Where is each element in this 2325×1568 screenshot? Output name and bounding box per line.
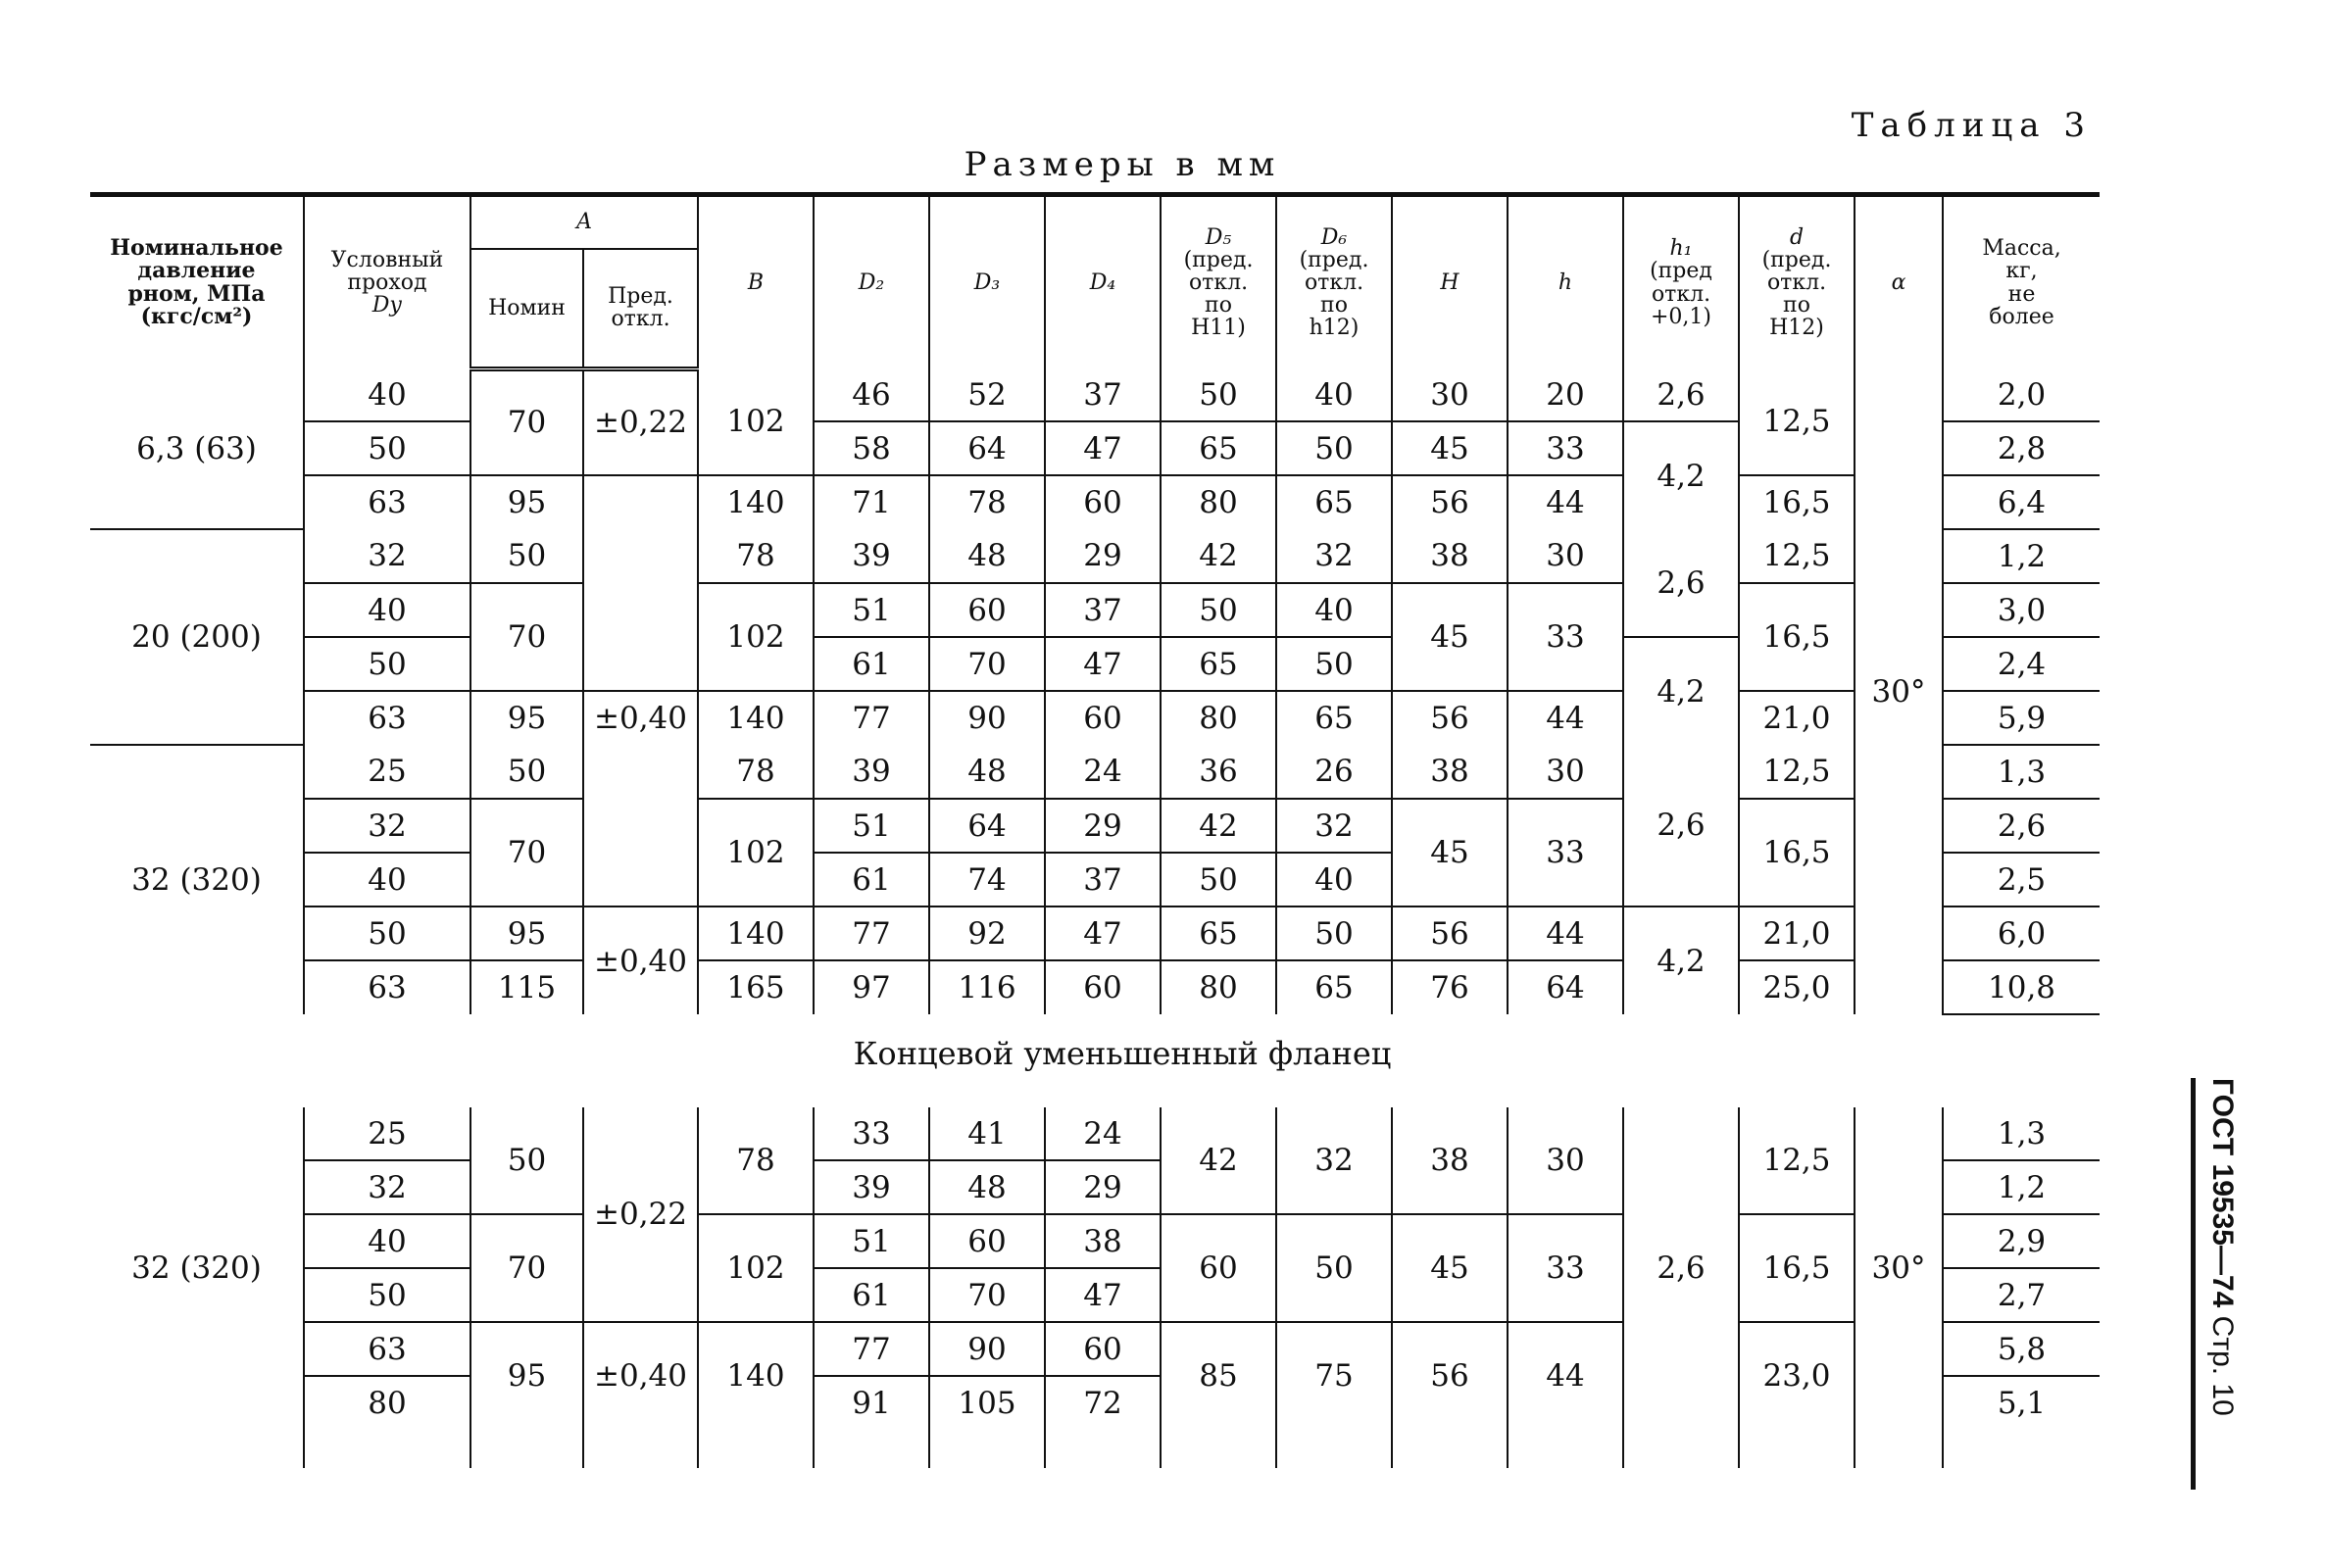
cell-h: 44 bbox=[1508, 1322, 1623, 1429]
cell-d5: 42 bbox=[1161, 529, 1276, 583]
cell-tol: ±0,40 bbox=[583, 906, 698, 1014]
cell-dy: 40 bbox=[304, 853, 470, 906]
cell-d4: 60 bbox=[1045, 960, 1161, 1014]
cell-h: 44 bbox=[1508, 906, 1623, 960]
cell-mass: 1,2 bbox=[1943, 529, 2100, 583]
table-row bbox=[90, 960, 2100, 1014]
cell-h1: 4,2 bbox=[1623, 906, 1739, 1014]
cell-d2: 77 bbox=[814, 691, 929, 745]
cell-b: 140 bbox=[698, 906, 814, 960]
cell-d: 16,5 bbox=[1739, 1214, 1855, 1322]
cell-d6: 50 bbox=[1276, 421, 1392, 475]
cell-a: 95 bbox=[470, 475, 583, 529]
cell-b: 102 bbox=[698, 368, 814, 475]
header-h1: h₁ (пред откл. +0,1) bbox=[1623, 195, 1739, 369]
cell-d4: 29 bbox=[1045, 529, 1161, 583]
header-b: B bbox=[698, 195, 814, 369]
cell-d2: 51 bbox=[814, 583, 929, 637]
cell-d5: 60 bbox=[1161, 1214, 1276, 1322]
table-row bbox=[90, 799, 2100, 853]
tail-cell bbox=[1855, 1429, 1943, 1468]
cell-dy: 40 bbox=[304, 583, 470, 637]
cell-b: 165 bbox=[698, 960, 814, 1014]
cell-H: 38 bbox=[1392, 745, 1508, 799]
cell-m: 2,9 bbox=[1943, 1214, 2100, 1268]
cell-d3: 64 bbox=[929, 799, 1045, 853]
tail-cell bbox=[1739, 1429, 1855, 1468]
table-row bbox=[90, 1322, 2100, 1376]
table-row bbox=[90, 745, 2100, 799]
header-d2: D₂ bbox=[814, 195, 929, 369]
tail-cell bbox=[1943, 1429, 2100, 1468]
cell-d: 21,0 bbox=[1739, 691, 1855, 745]
header-d5: D₅ (пред. откл. по H11) bbox=[1161, 195, 1276, 369]
cell-h1: 2,6 bbox=[1623, 529, 1739, 637]
cell-d: 12,5 bbox=[1739, 529, 1855, 583]
table-row bbox=[90, 368, 2100, 421]
cell-h1: 2,6 bbox=[1623, 368, 1739, 421]
cell-d2: 71 bbox=[814, 475, 929, 529]
tail-cell bbox=[1392, 1429, 1508, 1468]
cell-d3: 48 bbox=[929, 745, 1045, 799]
cell-d4: 47 bbox=[1045, 906, 1161, 960]
cell-H: 45 bbox=[1392, 583, 1508, 691]
cell-b: 78 bbox=[698, 529, 814, 583]
cell-mass: 2,4 bbox=[1943, 637, 2100, 691]
cell-h: 30 bbox=[1508, 529, 1623, 583]
cell-dy: 32 bbox=[304, 799, 470, 853]
cell-h: 64 bbox=[1508, 960, 1623, 1014]
cell-d: 12,5 bbox=[1739, 1107, 1855, 1214]
cell-d4: 37 bbox=[1045, 853, 1161, 906]
cell-d6: 50 bbox=[1276, 1214, 1392, 1322]
alpha-cell: 30° bbox=[1855, 368, 1943, 1014]
cell-d3: 90 bbox=[929, 691, 1045, 745]
cell-d6: 32 bbox=[1276, 1107, 1392, 1214]
tail-cell bbox=[1508, 1429, 1623, 1468]
cell-mass: 2,0 bbox=[1943, 368, 2100, 421]
cell-d6: 50 bbox=[1276, 637, 1392, 691]
cell-d: 23,0 bbox=[1739, 1322, 1855, 1429]
cell-d3: 64 bbox=[929, 421, 1045, 475]
cell-mass: 6,4 bbox=[1943, 475, 2100, 529]
cell-d4: 37 bbox=[1045, 368, 1161, 421]
tail-cell bbox=[929, 1429, 1045, 1468]
cell-d: 16,5 bbox=[1739, 799, 1855, 906]
cell-d4: 72 bbox=[1045, 1376, 1161, 1429]
cell-dy: 32 bbox=[304, 1160, 470, 1214]
cell-mass: 10,8 bbox=[1943, 960, 2100, 1014]
cell-d2: 51 bbox=[814, 1214, 929, 1268]
cell-tol: ±0,22 bbox=[583, 1107, 698, 1322]
tail-cell bbox=[1276, 1429, 1392, 1468]
cell-tol: ±0,40 bbox=[583, 691, 698, 745]
cell-d3: 52 bbox=[929, 368, 1045, 421]
cell-d3: 92 bbox=[929, 906, 1045, 960]
cell-d4: 24 bbox=[1045, 1107, 1161, 1160]
cell-d4: 47 bbox=[1045, 1268, 1161, 1322]
cell-dy: 63 bbox=[304, 475, 470, 529]
cell-h1: 4,2 bbox=[1623, 421, 1739, 529]
cell-dy: 40 bbox=[304, 1214, 470, 1268]
cell-d5: 65 bbox=[1161, 421, 1276, 475]
header-h: h bbox=[1508, 195, 1623, 369]
cell-d5: 85 bbox=[1161, 1322, 1276, 1429]
cell-d4: 37 bbox=[1045, 583, 1161, 637]
cell-h: 33 bbox=[1508, 583, 1623, 691]
reduced-table-body bbox=[90, 1107, 2100, 1468]
cell-b: 140 bbox=[698, 1322, 814, 1429]
cell-d4: 60 bbox=[1045, 475, 1161, 529]
cell-mass: 3,0 bbox=[1943, 583, 2100, 637]
cell-tol bbox=[583, 529, 698, 691]
header-dy: Условный проход Dу bbox=[304, 195, 470, 369]
cell-d5: 50 bbox=[1161, 583, 1276, 637]
header-d6: D₆ (пред. откл. по h12) bbox=[1276, 195, 1392, 369]
cell-d2: 51 bbox=[814, 799, 929, 853]
header-d4: D₄ bbox=[1045, 195, 1161, 369]
cell-d5: 80 bbox=[1161, 475, 1276, 529]
header-H: H bbox=[1392, 195, 1508, 369]
cell-b: 102 bbox=[698, 583, 814, 691]
cell-h: 33 bbox=[1508, 1214, 1623, 1322]
cell-d5: 80 bbox=[1161, 691, 1276, 745]
cell-dy: 25 bbox=[304, 745, 470, 799]
pressure-cell: 32 (320) bbox=[90, 745, 304, 1014]
cell-H: 56 bbox=[1392, 906, 1508, 960]
cell-h1: 4,2 bbox=[1623, 637, 1739, 745]
cell-d4: 60 bbox=[1045, 1322, 1161, 1376]
cell-a: 115 bbox=[470, 960, 583, 1014]
cell-b: 140 bbox=[698, 691, 814, 745]
cell-d2: 77 bbox=[814, 906, 929, 960]
cell-d6: 40 bbox=[1276, 368, 1392, 421]
cell-H: 38 bbox=[1392, 529, 1508, 583]
cell-d3: 105 bbox=[929, 1376, 1045, 1429]
header-mass: Масса, кг, не более bbox=[1943, 195, 2100, 369]
cell-dy: 32 bbox=[304, 529, 470, 583]
cell-d4: 38 bbox=[1045, 1214, 1161, 1268]
cell-d4: 29 bbox=[1045, 799, 1161, 853]
side-gost-label bbox=[2191, 1078, 2239, 1490]
tail-cell bbox=[1045, 1429, 1161, 1468]
cell-h1: 2,6 bbox=[1623, 1107, 1739, 1429]
cell-d3: 90 bbox=[929, 1322, 1045, 1376]
cell-d6: 32 bbox=[1276, 799, 1392, 853]
tail-cell bbox=[90, 1429, 304, 1468]
main-table bbox=[90, 192, 2100, 1015]
page-number: Стр. 10 bbox=[2206, 1315, 2239, 1416]
table-row bbox=[90, 691, 2100, 745]
cell-d3: 70 bbox=[929, 637, 1045, 691]
cell-d: 16,5 bbox=[1739, 583, 1855, 691]
cell-d: 16,5 bbox=[1739, 475, 1855, 529]
cell-m: 1,2 bbox=[1943, 1160, 2100, 1214]
cell-dy: 63 bbox=[304, 960, 470, 1014]
cell-dy: 63 bbox=[304, 691, 470, 745]
cell-d2: 97 bbox=[814, 960, 929, 1014]
cell-d6: 40 bbox=[1276, 853, 1392, 906]
cell-dy: 25 bbox=[304, 1107, 470, 1160]
tail-cell bbox=[583, 1429, 698, 1468]
cell-h: 44 bbox=[1508, 475, 1623, 529]
cell-h: 20 bbox=[1508, 368, 1623, 421]
cell-d5: 36 bbox=[1161, 745, 1276, 799]
table-row bbox=[90, 1107, 2100, 1160]
cell-d6: 75 bbox=[1276, 1322, 1392, 1429]
cell-d: 12,5 bbox=[1739, 745, 1855, 799]
cell-a: 70 bbox=[470, 1214, 583, 1322]
cell-d2: 61 bbox=[814, 1268, 929, 1322]
cell-mass: 2,6 bbox=[1943, 799, 2100, 853]
cell-d2: 33 bbox=[814, 1107, 929, 1160]
cell-d3: 70 bbox=[929, 1268, 1045, 1322]
gost-number: ГОСТ 19535—74 bbox=[2206, 1078, 2239, 1308]
cell-d2: 39 bbox=[814, 1160, 929, 1214]
cell-mass: 6,0 bbox=[1943, 906, 2100, 960]
cell-d6: 40 bbox=[1276, 583, 1392, 637]
cell-mass: 2,5 bbox=[1943, 853, 2100, 906]
cell-d3: 60 bbox=[929, 1214, 1045, 1268]
cell-a: 50 bbox=[470, 745, 583, 799]
cell-h1: 2,6 bbox=[1623, 745, 1739, 906]
cell-d4: 24 bbox=[1045, 745, 1161, 799]
cell-d: 12,5 bbox=[1739, 368, 1855, 475]
cell-tol: ±0,22 bbox=[583, 368, 698, 475]
cell-d2: 39 bbox=[814, 529, 929, 583]
tail-cell bbox=[304, 1429, 470, 1468]
table-row bbox=[90, 475, 2100, 529]
cell-d3: 48 bbox=[929, 1160, 1045, 1214]
cell-a: 70 bbox=[470, 799, 583, 906]
cell-mass: 2,8 bbox=[1943, 421, 2100, 475]
cell-dy: 50 bbox=[304, 1268, 470, 1322]
cell-d6: 65 bbox=[1276, 691, 1392, 745]
cell-d3: 78 bbox=[929, 475, 1045, 529]
table-row bbox=[90, 1214, 2100, 1268]
tail-cell bbox=[1623, 1429, 1739, 1468]
cell-d2: 77 bbox=[814, 1322, 929, 1376]
cell-d6: 65 bbox=[1276, 475, 1392, 529]
cell-mass: 1,3 bbox=[1943, 745, 2100, 799]
cell-a: 70 bbox=[470, 583, 583, 691]
cell-d5: 65 bbox=[1161, 637, 1276, 691]
reduced-flange-caption: Концевой уменьшенный фланец bbox=[853, 1035, 1392, 1072]
cell-d2: 61 bbox=[814, 637, 929, 691]
cell-tol bbox=[583, 745, 698, 906]
cell-H: 45 bbox=[1392, 421, 1508, 475]
cell-b: 102 bbox=[698, 799, 814, 906]
table-row bbox=[90, 529, 2100, 583]
cell-dy: 80 bbox=[304, 1376, 470, 1429]
alpha-cell: 30° bbox=[1855, 1107, 1943, 1429]
cell-a: 50 bbox=[470, 1107, 583, 1214]
cell-H: 30 bbox=[1392, 368, 1508, 421]
cell-d4: 47 bbox=[1045, 637, 1161, 691]
reduced-flange-table bbox=[90, 1107, 2100, 1468]
cell-d4: 47 bbox=[1045, 421, 1161, 475]
cell-d5: 42 bbox=[1161, 799, 1276, 853]
cell-d5: 50 bbox=[1161, 853, 1276, 906]
cell-a: 95 bbox=[470, 1322, 583, 1429]
cell-b: 140 bbox=[698, 475, 814, 529]
cell-d6: 50 bbox=[1276, 906, 1392, 960]
cell-d6: 32 bbox=[1276, 529, 1392, 583]
cell-m: 5,8 bbox=[1943, 1322, 2100, 1376]
pressure-cell: 6,3 (63) bbox=[136, 430, 257, 466]
cell-d5: 42 bbox=[1161, 1107, 1276, 1214]
cell-H: 56 bbox=[1392, 475, 1508, 529]
cell-d5: 80 bbox=[1161, 960, 1276, 1014]
cell-d2: 39 bbox=[814, 745, 929, 799]
pressure-cell: 32 (320) bbox=[131, 1250, 262, 1286]
header-pressure: Номинальное давление pном, МПа (кгс/см²) bbox=[90, 195, 304, 369]
cell-d: 21,0 bbox=[1739, 906, 1855, 960]
tail-cell bbox=[1161, 1429, 1276, 1468]
cell-d3: 41 bbox=[929, 1107, 1045, 1160]
cell-tol bbox=[583, 475, 698, 529]
cell-d2: 46 bbox=[814, 368, 929, 421]
cell-a: 95 bbox=[470, 906, 583, 960]
header-a: A bbox=[470, 195, 698, 249]
cell-a: 95 bbox=[470, 691, 583, 745]
cell-d3: 116 bbox=[929, 960, 1045, 1014]
cell-d4: 60 bbox=[1045, 691, 1161, 745]
units-caption: Размеры в мм bbox=[964, 145, 1281, 184]
cell-h: 33 bbox=[1508, 421, 1623, 475]
cell-tol: ±0,40 bbox=[583, 1322, 698, 1429]
cell-mass: 5,9 bbox=[1943, 691, 2100, 745]
table-row bbox=[90, 906, 2100, 960]
cell-h: 33 bbox=[1508, 799, 1623, 906]
header-a-nom: Номин bbox=[470, 249, 583, 368]
cell-dy: 63 bbox=[304, 1322, 470, 1376]
cell-H: 76 bbox=[1392, 960, 1508, 1014]
cell-H: 38 bbox=[1392, 1107, 1508, 1214]
cell-H: 56 bbox=[1392, 691, 1508, 745]
cell-H: 45 bbox=[1392, 799, 1508, 906]
header-a-tol: Пред. откл. bbox=[583, 249, 698, 368]
cell-d3: 74 bbox=[929, 853, 1045, 906]
cell-a: 70 bbox=[470, 368, 583, 475]
cell-b: 78 bbox=[698, 745, 814, 799]
cell-d2: 91 bbox=[814, 1376, 929, 1429]
cell-h: 44 bbox=[1508, 691, 1623, 745]
table-row-tail bbox=[90, 1429, 2100, 1468]
cell-d: 25,0 bbox=[1739, 960, 1855, 1014]
pressure-cell: 20 (200) bbox=[90, 529, 304, 745]
cell-d3: 60 bbox=[929, 583, 1045, 637]
cell-H: 56 bbox=[1392, 1322, 1508, 1429]
cell-d6: 65 bbox=[1276, 960, 1392, 1014]
main-table-body bbox=[90, 368, 2100, 1014]
cell-d5: 65 bbox=[1161, 906, 1276, 960]
cell-H: 45 bbox=[1392, 1214, 1508, 1322]
header-d3: D₃ bbox=[929, 195, 1045, 369]
table-row bbox=[90, 583, 2100, 637]
cell-h: 30 bbox=[1508, 1107, 1623, 1214]
cell-d2: 58 bbox=[814, 421, 929, 475]
cell-dy: 50 bbox=[304, 637, 470, 691]
tail-cell bbox=[698, 1429, 814, 1468]
cell-d4: 29 bbox=[1045, 1160, 1161, 1214]
cell-m: 2,7 bbox=[1943, 1268, 2100, 1322]
cell-d6: 26 bbox=[1276, 745, 1392, 799]
cell-b: 78 bbox=[698, 1107, 814, 1214]
cell-dy: 50 bbox=[304, 906, 470, 960]
tail-cell bbox=[814, 1429, 929, 1468]
cell-dy: 50 bbox=[304, 421, 470, 475]
cell-d3: 48 bbox=[929, 529, 1045, 583]
cell-d5: 50 bbox=[1161, 368, 1276, 421]
cell-h: 30 bbox=[1508, 745, 1623, 799]
header-alpha: α bbox=[1855, 195, 1943, 369]
table-number: Таблица 3 bbox=[1851, 106, 2092, 145]
cell-a: 50 bbox=[470, 529, 583, 583]
cell-b: 102 bbox=[698, 1214, 814, 1322]
header-d: d (пред. откл. по H12) bbox=[1739, 195, 1855, 369]
cell-m: 1,3 bbox=[1943, 1107, 2100, 1160]
cell-m: 5,1 bbox=[1943, 1376, 2100, 1429]
tail-cell bbox=[470, 1429, 583, 1468]
cell-dy: 40 bbox=[304, 368, 470, 421]
cell-d2: 61 bbox=[814, 853, 929, 906]
